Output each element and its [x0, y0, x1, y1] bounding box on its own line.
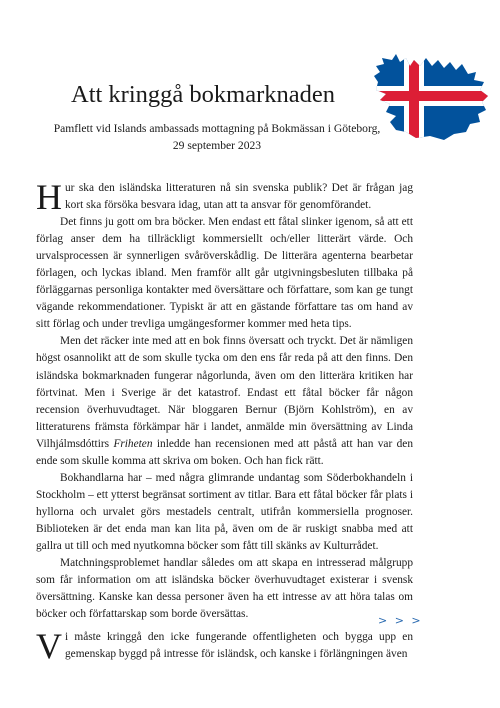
- subtitle-line-1: Pamflett vid Islands ambassads mottagning på Bokmässan i Göteborg,: [53, 122, 381, 135]
- article-body: [36, 177, 413, 623]
- article-body-continued: [36, 626, 413, 666]
- paragraph-5: Matchningsproblemet handlar således om att skapa en intresserad målgrupp som får information om att isländska böcker överhuvudtaget existerar i svensk översättning. Kanske kan dessa personer även ha ett intresse av att höra talas om böcker och författarskap som borde översättas.: [36, 557, 413, 621]
- drop-cap-2: V: [36, 626, 62, 666]
- paragraph-3-text-b: inledde han recensionen med att påstå att han var den ende som skulle komma att skriva om boken. Och han fick rätt.: [36, 437, 413, 467]
- paragraph-3: [36, 333, 413, 469]
- paragraph-3-text-a: Men det räcker inte med att en bok finns översatt och tryckt. Det är nämligen högst osannolikt att de som skulle tycka om den ens får reda på att den finns. Den isländska bokmarknaden fungerar någorlunda, även om den litterära kritiken har förtvinat. Men i Sverige är det katastrof. Endast ett fåtal böcker får någon recension överhuvudtaget. När bloggaren Bernur (Björn Kohlström), en av litteraturens främsta förkämpar här i landet, anmälde min översättning av Linda Vilhjálmsdóttirs: [36, 335, 413, 450]
- paragraph-1: [36, 177, 413, 217]
- subtitle-line-2: 29 september 2023: [172, 139, 262, 152]
- continue-marker: > > >: [378, 614, 423, 627]
- paragraph-6: [36, 626, 413, 666]
- paragraph-6-text: i måste kringgå den icke fungerande offentligheten och bygga upp en gemenskap byggd på intresse för isländsk, och kanske i förlängningen även: [65, 631, 413, 661]
- page-title: Att kringgå bokmarknaden: [71, 81, 335, 108]
- paragraph-2: Det finns ju gott om bra böcker. Men endast ett fåtal slinker igenom, så att ett förlag anser dem ha tillräckligt kommersiellt och/eller litterärt värde. Och urvalsprocessen är synnerligen svåröverskådlig. De litterära agenterna bearbetar förlagen, och lyckas ibland. Men framför allt går utgivningsbesluten tillbaka på förläggarnas personliga kontakter med översättare och författare, som kan ge tungt vägande rekommendationer. Typiskt är att en gästande författare tas om hand av sitt förlag och under trevliga umgängesformer kommer med heta tips.: [36, 216, 413, 331]
- page-subtitle: [30, 120, 404, 154]
- book-title: Friheten: [113, 437, 153, 450]
- paragraph-1-text: ur ska den isländska litteraturen nå sin svenska publik? Det är frågan jag kort ska försöka besvara idag, utan att ta ansvar för genomförandet.: [65, 182, 413, 212]
- paragraph-4: Bokhandlarna har – med några glimrande undantag som Söderbokhandeln i Stockholm – ett ytterst begränsat sortiment av titlar. Bara ett fåtal böcker får plats i hyllorna och urvalet görs mestadels centralt, utifrån kommersiella prognoser. Biblioteken är det enda man kan lita på, även om de är ruskigt snabba med att gallra ut till och med nyutkomna böcker som fått till skänks av Kulturrådet.: [36, 471, 413, 552]
- drop-cap: H: [36, 177, 62, 217]
